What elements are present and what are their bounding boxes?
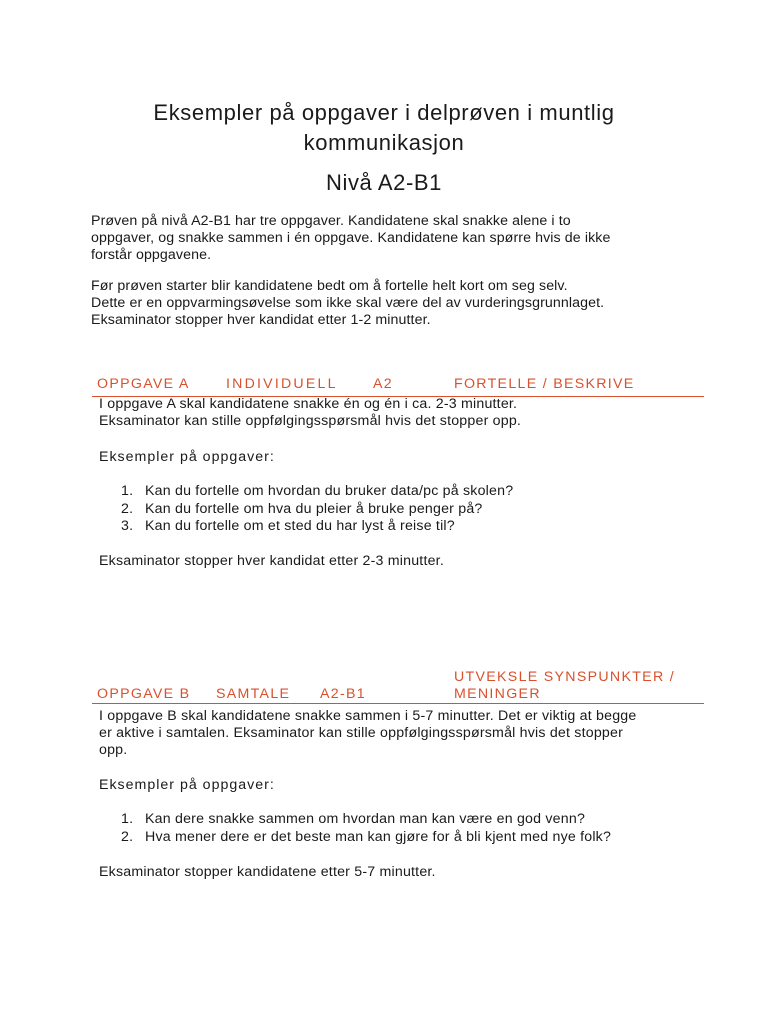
list-item	[99, 829, 611, 847]
section-b-closing: Eksaminator stopper kandidatene etter 5-7 minutter.	[99, 864, 436, 880]
list-number: 2.	[121, 500, 134, 517]
section-a-type: INDIVIDUELL	[226, 376, 338, 392]
list-text: Kan du fortelle om hvordan du bruker data/pc på skolen?	[145, 483, 514, 499]
section-b-header	[92, 669, 704, 704]
section-b-description	[99, 708, 709, 759]
intro-1-line-2: oppgaver, og snakke sammen i én oppgave. Kandidatene kan spørre hvis de ikke	[91, 230, 611, 246]
list-text: Kan du fortelle om hva du pleier å bruke penger på?	[145, 500, 483, 517]
section-a-examples-list	[99, 483, 513, 536]
section-a-description	[99, 396, 709, 430]
section-b-skill-line-2: MENINGER	[454, 686, 541, 702]
list-text: Hva mener dere er det beste man kan gjøre for å bli kjent med nye folk?	[145, 828, 612, 845]
section-b-desc-line-1: I oppgave B skal kandidatene snakke sammen i 5-7 minutter. Det er viktig at begge	[99, 708, 637, 724]
list-number: 3.	[121, 518, 134, 534]
list-text: Kan du fortelle om et sted du har lyst å reise til?	[145, 518, 455, 534]
intro-paragraph-1	[91, 213, 711, 264]
section-b-desc-line-3: opp.	[99, 742, 128, 758]
intro-2-line-2: Dette er en oppvarmingsøvelse som ikke skal være del av vurderingsgrunnlaget.	[91, 295, 605, 311]
section-b-task: OPPGAVE B	[97, 686, 191, 702]
section-a-desc-line-2: Eksaminator kan stille oppfølgingsspørsmål hvis det stopper opp.	[99, 413, 522, 429]
section-b-skill-line-1: UTVEKSLE SYNSPUNKTER /	[454, 669, 675, 685]
list-number: 2.	[121, 828, 134, 845]
section-a-closing: Eksaminator stopper hver kandidat etter 2-3 minutter.	[99, 553, 444, 569]
list-item	[99, 811, 611, 829]
list-item	[99, 483, 513, 501]
level-subtitle: Nivå A2-B1	[325, 170, 443, 195]
list-item	[99, 501, 513, 519]
section-a-skill: FORTELLE / BESKRIVE	[454, 376, 635, 392]
list-text: Kan dere snakke sammen om hvordan man kan være en god venn?	[145, 811, 586, 827]
intro-2-line-3: Eksaminator stopper hver kandidat etter 1-2 minutter.	[91, 312, 431, 328]
intro-2-line-1: Før prøven starter blir kandidatene bedt om å fortelle helt kort om seg selv.	[91, 278, 568, 294]
section-b-examples-list	[99, 811, 611, 846]
section-a-examples-label: Eksempler på oppgaver:	[99, 449, 275, 465]
intro-1-line-3: forstår oppgavene.	[91, 247, 212, 263]
list-item	[99, 518, 513, 536]
section-a-task: OPPGAVE A	[97, 376, 190, 392]
intro-paragraph-2	[91, 278, 711, 329]
section-b-desc-line-2: er aktive i samtalen. Eksaminator kan stille oppfølgingsspørsmål hvis det stopper	[99, 725, 624, 741]
intro-1-line-1: Prøven på nivå A2-B1 har tre oppgaver. Kandidatene skal snakke alene i to	[91, 213, 571, 229]
section-a-desc-line-1: I oppgave A skal kandidatene snakke én og én i ca. 2-3 minutter.	[99, 396, 518, 412]
page-title	[60, 98, 708, 158]
section-a-level: A2	[373, 376, 393, 392]
section-a-header	[92, 376, 704, 397]
title-line-2: kommunikasjon	[303, 130, 465, 155]
list-number: 1.	[121, 811, 134, 827]
title-line-1: Eksempler på oppgaver i delprøven i muntlig	[153, 100, 615, 125]
section-b-type: SAMTALE	[216, 686, 291, 702]
section-b-level: A2-B1	[320, 686, 366, 702]
list-number: 1.	[121, 483, 134, 499]
section-b-examples-label: Eksempler på oppgaver:	[99, 777, 275, 793]
